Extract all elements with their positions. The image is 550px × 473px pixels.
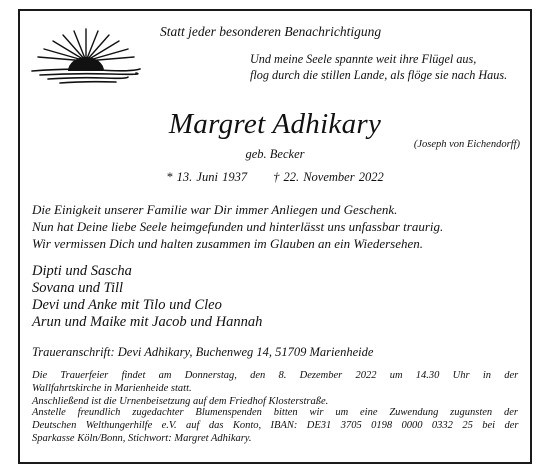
donation-line: Sparkasse Köln/Bonn, Stichwort: Margret Adhikary.: [32, 433, 252, 444]
poem-line: flog durch die stillen Lande, als flöge sie nach Haus.: [250, 68, 508, 82]
mourner-entry: Dipti und Sascha: [32, 263, 132, 279]
funeral-line: Die Trauerfeier findet am Donnerstag, den 8. Dezember 2022 um 14.30 Uhr in der: [32, 370, 519, 381]
donation-info: [32, 406, 518, 445]
birth-date: * 13. Juni 1937: [166, 170, 248, 184]
sunset-icon: [30, 27, 142, 85]
message-line: Die Einigkeit unserer Familie war Dir immer Anliegen und Geschenk.: [32, 202, 398, 217]
mourner-entry: Sovana und Till: [32, 280, 124, 296]
message-line: Nun hat Deine liebe Seele heimgefunden und hinterlässt uns unfassbar traurig.: [32, 219, 444, 234]
mourner-entry: Devi und Anke mit Tilo und Cleo: [32, 297, 222, 313]
death-date: † 22. November 2022: [273, 170, 384, 184]
mourning-address: Traueranschrift: Devi Adhikary, Buchenweg 14, 51709 Marienheide: [32, 345, 374, 359]
funeral-info: [32, 369, 518, 408]
deceased-name: Margret Adhikary: [168, 108, 382, 140]
funeral-line: Wallfahrtskirche in Marienheide statt.: [32, 383, 192, 394]
memorial-message: [32, 201, 443, 252]
message-line: Wir vermissen Dich und halten zusammen im Glauben an ein Wiedersehen.: [32, 236, 424, 251]
life-dates: [0, 170, 550, 185]
notice-header: Statt jeder besonderen Benachrichtigung: [160, 24, 382, 39]
funeral-line: Anschließend ist die Urnenbeisetzung auf dem Friedhof Klosterstraße.: [32, 396, 329, 407]
born-name: geb. Becker: [245, 147, 305, 161]
poem-line: Und meine Seele spannte weit ihre Flügel aus,: [250, 52, 477, 66]
poem-author: (Joseph von Eichendorff): [413, 139, 520, 150]
mourners-list: [32, 263, 262, 331]
mourner-entry: Arun und Maike mit Jacob und Hannah: [32, 314, 263, 330]
donation-line: Anstelle freundlich zugedachter Blumenspenden bitten wir um eine Zuwendung zugunsten der: [32, 407, 518, 418]
donation-line: Deutschen Welthungerhilfe e.V. auf das Konto, IBAN: DE31 3705 0198 0000 0332 25 bei der: [32, 420, 519, 431]
